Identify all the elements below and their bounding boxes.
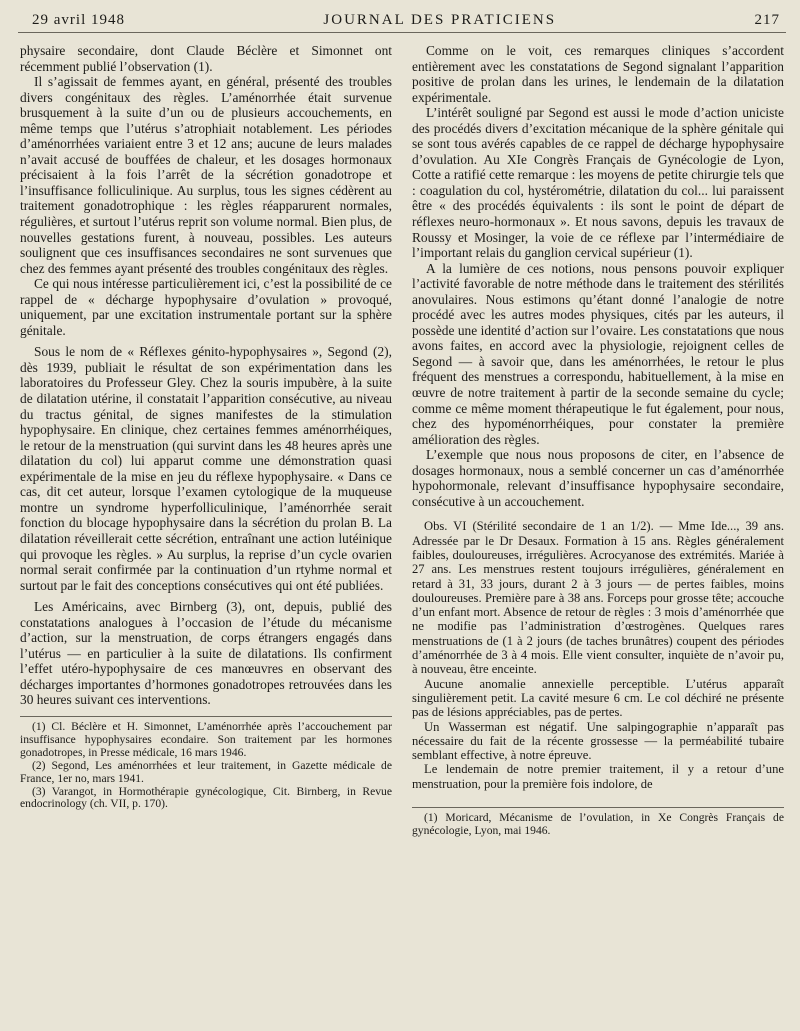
- left-column: [20, 43, 392, 838]
- paragraph: A la lumière de ces notions, nous pensons pouvoir expliquer l’activité favorable de notre méthode dans le traitement des stérilités anovulaires. Nous estimons qu’étant donné l’analogie de notre procédé avec les autres modes physiques, cités par les auteurs, il possède une identité d’action sur l’ovaire. Les constatations que nous avons faites, en accord avec la physiologie, rejoignent celles de Segond — à savoir que, dans les aménorrhées, le retour le plus fréquent des menstrues a correspondu, habituellement, à la mise en œuvre de notre traitement à partir de la seconde semaine du cycle; comme ce même moment thérapeutique le fut également, pour nous, chez des hypoménorrhéiques, pour constater la première amélioration des règles.: [412, 260, 784, 447]
- footnote: (1) Moricard, Mécanisme de l’ovulation, in Xe Congrès Français de gynécologie, Lyon, mai 1946.: [412, 811, 784, 837]
- issue-date: 29 avril 1948: [32, 12, 125, 28]
- footnote: (3) Varangot, in Hormothérapie gynécologique, Cit. Birnberg, in Revue endocrinology (ch. VII, p. 170).: [20, 784, 392, 811]
- paragraph: L’exemple que nous nous proposons de citer, en l’absence de dosages hormonaux, nous a semblé concerner un cas d’aménorrhée hypohormonale, relevant d’insuffisance hypophysaire secondaire, consécutive à un accouchement.: [412, 447, 784, 509]
- page-number: 217: [754, 12, 780, 28]
- paragraph: Ce qui nous intéresse particulièrement ici, c’est la possibilité de ce rappel de « décharge hypophysaire d’ovulation » provoqué, uniquement, par une excitation instrumentale portant sur la sphère génitale.: [20, 276, 392, 338]
- paragraph: physaire secondaire, dont Claude Béclère et Simonnet ont récemment publié l’observation (1).: [20, 43, 392, 74]
- footnote: (2) Segond, Les aménorrhées et leur traitement, in Gazette médicale de France, 1er no, mars 1941.: [20, 758, 392, 785]
- observation-paragraph: Obs. VI (Stérilité secondaire de 1 an 1/2). — Mme Ide..., 39 ans. Adressée par le Dr Desaux. Formation à 15 ans. Règles généralement faibles, douloureuses, irrégulières. Acrocyanose des extrémités. Mariée à 27 ans. Les menstrues restent toujours irrégulières, généralement en retard à 31, 33 jours, durant 2 à 3 jours — de pertes faibles, moins douloureuses. Première pare à 38 ans. Forceps pour grosse tête; accouche d’un enfant mort. Absence de retour de règles : 3 mois d’aménorrhée que ne modifie pas l’administration d’œstrogènes. Quelques rares menstruations de (1 à 2 jours (de taches brunâtres) coupent des périodes d’aménorrhée de 3 à 4 mois. Elle vient consulter, inquiète de n’avoir pu, à nouveau, être enceinte.: [412, 519, 784, 677]
- observation-paragraph: Aucune anomalie annexielle perceptible. L’utérus apparaît singulièrement petit. La cavité mesure 6 cm. Le col déchiré ne présente pas de lésions appréciables, pas de pertes.: [412, 676, 784, 720]
- running-head: [18, 10, 786, 33]
- journal-title: JOURNAL DES PRATICIENS: [323, 12, 557, 28]
- right-column: [412, 43, 784, 838]
- footnotes-left: [20, 716, 392, 811]
- paragraph: Il s’agissait de femmes ayant, en général, présenté des troubles divers congénitaux des règles. L’aménorrhée était survenue brusquement à la suite d’un ou de plusieurs accouchements, en même temps que l’utérus s’atrophiait notablement. Les périodes d’aménorrhées variaient entre 3 et 12 ans; aucune de leurs malades n’avait accusé de bouffées de chaleur, et les dosages hormonaux précisaient à la fois l’arrêt de la sécrétion gonadotrope et l’insuffisance folliculinique. Au surplus, tous les signes cédèrent au traitement gonadotrophique : les règles réapparurent normales, régulières, et surtout l’utérus reprit son volume normal. Bien plus, de nouvelles gestations furent, à nouveau, possibles. Les auteurs soulignent que ces insuffisances secondaires ne sont survenues que chez des femmes ayant présenté des troubles congénitaux des règles.: [20, 74, 392, 276]
- paragraph: Les Américains, avec Birnberg (3), ont, depuis, publié des constatations analogues à l’occasion de l’étude du mécanisme d’action, sur la menstruation, de corps étrangers engagés dans l’utérus — en particulier à la suite de dilatations. Ils confirment l’effet utéro-hypophysaire de ces manœuvres en observant des décharges importantes d’hormones gonadotropes retrouvées dans les 30 heures suivant ces interventions.: [20, 599, 392, 708]
- footnote: (1) Cl. Béclère et H. Simonnet, L’aménorrhée après l’accouchement par insuffisance hypophysaires econdaire. Son traitement par les hormones gonadotropes, in Presse médicale, 16 mars 1946.: [20, 719, 392, 759]
- observation-paragraph: Le lendemain de notre premier traitement, il y a retour d’une menstruation, pour la première fois indolore, de: [412, 762, 784, 791]
- observation-block: [412, 519, 784, 791]
- footnotes-right: [412, 807, 784, 838]
- paragraph: Sous le nom de « Réflexes génito-hypophysaires », Segond (2), dès 1939, publiait le résultat de son expérimentation dans les laboratoires du Professeur Gley. Chez la souris impubère, à la suite de dilatation utérine, il constatait l’apparition consécutive, au niveau du tractus génital, de signes manifestes de la stimulation hypophysaire. En clinique, chez certaines femmes aménorrhéiques, le retour de la menstruation (qui survint dans les 48 heures après une dilatation du col) lui apparut comme une démonstration quasi expérimentale de la mise en jeu du réflexe hypophysaire. « Dans ce cas, dit cet auteur, lorsque l’examen cytologique de la muqueuse montre un syndrome hyperfolliculinique, l’aménorrhée serait fonction du blocage hypophysaire dans la sécrétion du prolan B. La dilatation réveillerait cette sécrétion, entraînant une action lutéinique qui provoque les règles. » Au surplus, la reprise d’un cycle ovarien normal serait confirmée par la continuation d’un rtyhme normal et surtout par le fait des conceptions consécutives qui ont été publiées.: [20, 344, 392, 593]
- paragraph: Comme on le voit, ces remarques cliniques s’accordent entièrement avec les constatations de Segond signalant l’apparition positive de prolan dans les urines, le lendemain de la dilatation expérimentale.: [412, 43, 784, 105]
- observation-paragraph: Un Wasserman est négatif. Une salpingographie n’apparaît pas nécessaire du fait de la récente grossesse — la perméabilité tubaire semblant effective, à notre épreuve.: [412, 719, 784, 763]
- two-column-body: [18, 43, 786, 838]
- paragraph: L’intérêt souligné par Segond est aussi le mode d’action uniciste des procédés divers d’excitation mécanique de la sphère génitale qui se sont tous avérés capables de ce rappel de décharge hypophysaire d’ovulation. Au XIe Congrès Français de Gynécologie de Lyon, Cotte a ratifié cette remarque : les moyens de petite chirurgie tels que : coagulation du col, hystérométrie, dilatation du col... lui paraissent être « des procédés équivalents : ils sont le point de départ de réflexes neuro-hormonaux ». Et nous savons, depuis les travaux de Roussy et Mosinger, la voie de ce réflexe par l’intermédiaire de l’important relais du ganglion cervical supérieur (1).: [412, 105, 784, 261]
